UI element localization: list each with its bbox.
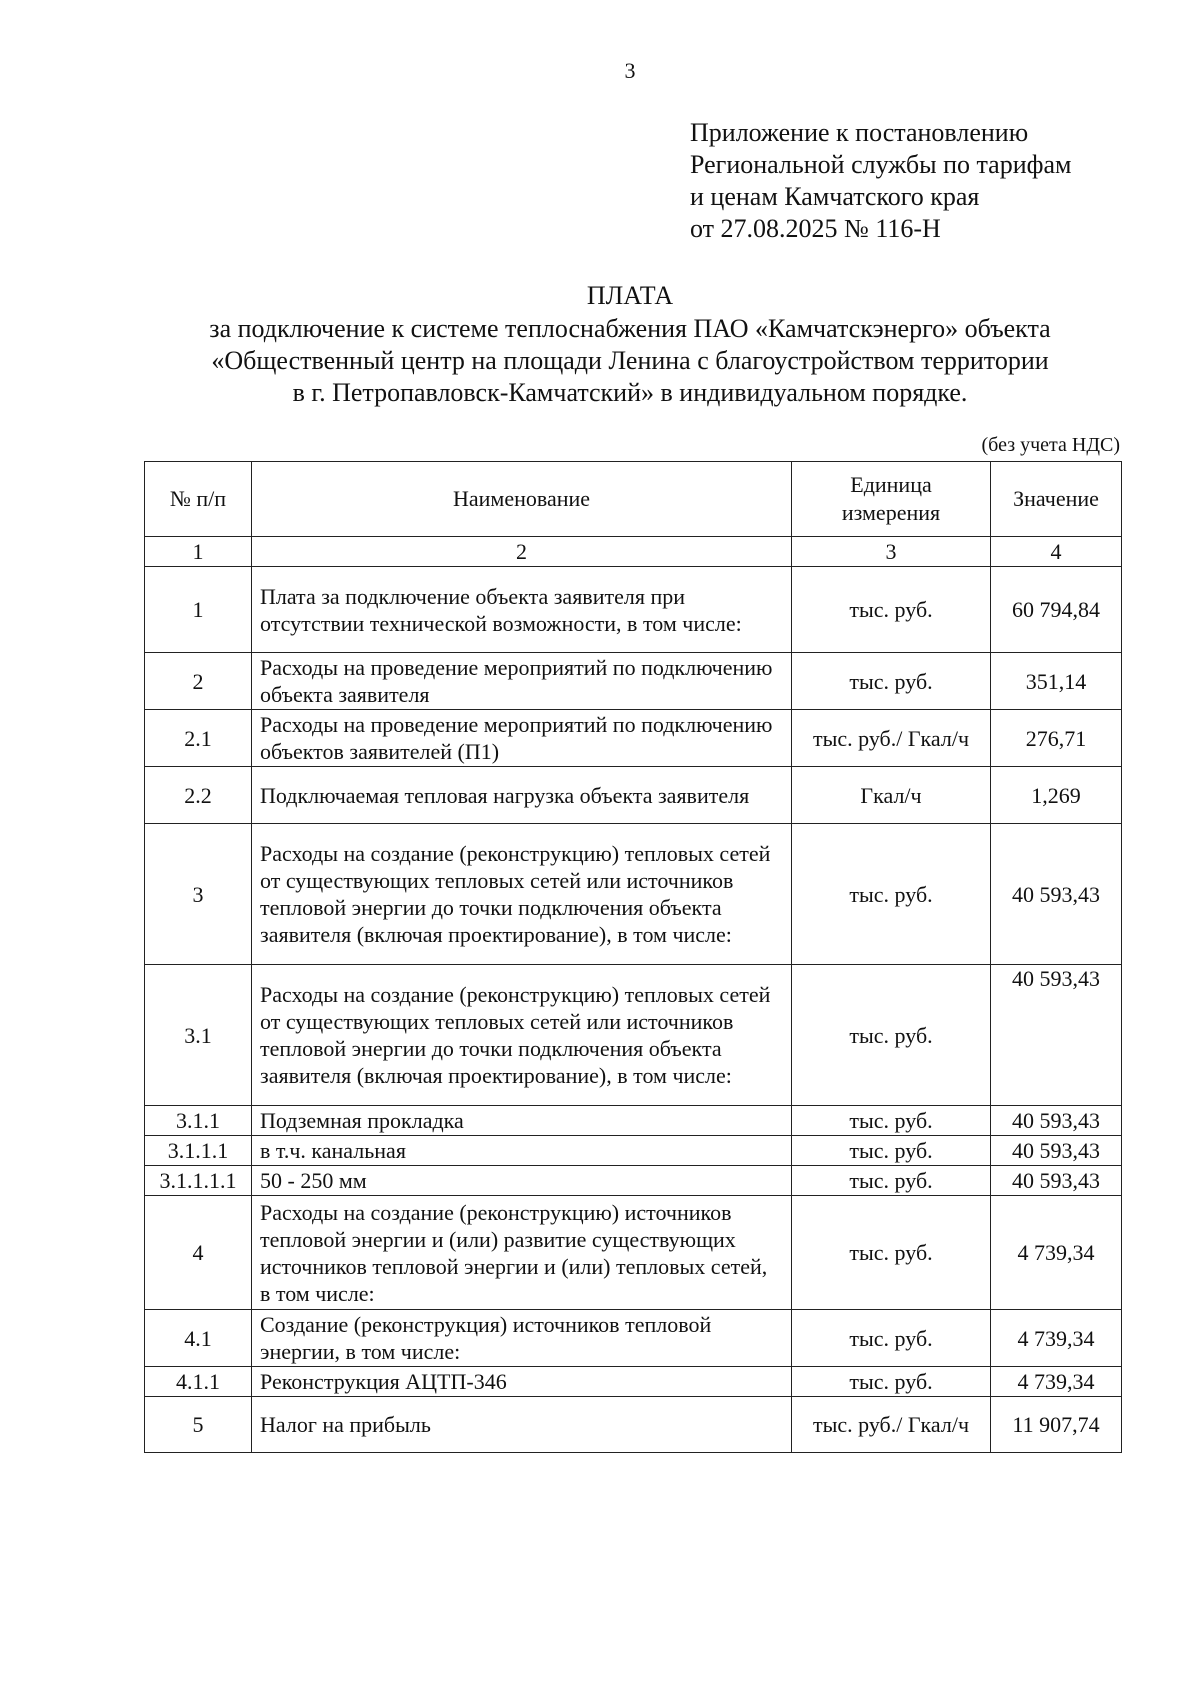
row-num: 3.1.1 <box>145 1106 252 1136</box>
row-value: 40 593,43 <box>991 824 1122 965</box>
row-value: 40 593,43 <box>991 1106 1122 1136</box>
row-unit: тыс. руб. <box>792 1196 991 1310</box>
column-index: 1 <box>145 537 252 567</box>
table-row <box>145 1310 1122 1367</box>
row-name: Подземная прокладка <box>252 1106 792 1136</box>
header-name: Наименование <box>252 462 792 537</box>
row-name: Расходы на проведение мероприятий по подключению объектов заявителей (П1) <box>252 710 792 767</box>
row-num: 2.1 <box>145 710 252 767</box>
row-value: 60 794,84 <box>991 567 1122 653</box>
row-num: 4.1.1 <box>145 1367 252 1397</box>
row-value: 4 739,34 <box>991 1367 1122 1397</box>
row-num: 3.1.1.1 <box>145 1136 252 1166</box>
row-num: 4.1 <box>145 1310 252 1367</box>
row-num: 5 <box>145 1397 252 1453</box>
table-row <box>145 767 1122 824</box>
table-row <box>145 1166 1122 1196</box>
row-name: 50 - 250 мм <box>252 1166 792 1196</box>
row-num: 3.1.1.1.1 <box>145 1166 252 1196</box>
page-number: 3 <box>624 58 636 83</box>
row-name: Налог на прибыль <box>252 1397 792 1453</box>
appendix-header <box>690 117 1071 245</box>
row-num: 3 <box>145 824 252 965</box>
row-unit: тыс. руб. <box>792 1166 991 1196</box>
row-value: 4 739,34 <box>991 1196 1122 1310</box>
row-unit: тыс. руб. <box>792 824 991 965</box>
table-row <box>145 824 1122 965</box>
table-row <box>145 567 1122 653</box>
row-unit: тыс. руб. <box>792 1310 991 1367</box>
table-row <box>145 1367 1122 1397</box>
row-num: 4 <box>145 1196 252 1310</box>
appendix-line: Приложение к постановлению <box>690 118 1029 147</box>
vat-note: (без учета НДС) <box>981 434 1120 456</box>
table-row <box>145 1196 1122 1310</box>
appendix-line: Региональной службы по тарифам <box>690 150 1072 179</box>
row-unit: тыс. руб. <box>792 653 991 710</box>
table-row <box>145 1106 1122 1136</box>
row-num: 2.2 <box>145 767 252 824</box>
row-name: в т.ч. канальная <box>252 1136 792 1166</box>
header-unit: Единица измерения <box>792 462 991 537</box>
row-num: 2 <box>145 653 252 710</box>
column-index: 3 <box>792 537 991 567</box>
subtitle-line: «Общественный центр на площади Ленина с благоустройством территории <box>211 346 1049 375</box>
row-unit: тыс. руб./ Гкал/ч <box>792 710 991 767</box>
row-unit: тыс. руб. <box>792 567 991 653</box>
fee-table <box>144 461 1122 1453</box>
row-value: 4 739,34 <box>991 1310 1122 1367</box>
row-name: Плата за подключение объекта заявителя при отсутствии технической возможности, в том числе: <box>252 567 792 653</box>
column-index: 2 <box>252 537 792 567</box>
row-unit: тыс. руб. <box>792 965 991 1106</box>
row-name: Расходы на создание (реконструкцию) источников тепловой энергии и (или) развитие существующих источников тепловой энергии и (или) тепловых сетей, в том числе: <box>252 1196 792 1310</box>
subtitle-line: за подключение к системе теплоснабжения ПАО «Камчатскэнерго» объекта <box>209 314 1051 343</box>
row-value: 1,269 <box>991 767 1122 824</box>
row-num: 1 <box>145 567 252 653</box>
column-index: 4 <box>991 537 1122 567</box>
column-index-row <box>145 537 1122 567</box>
row-unit: тыс. руб. <box>792 1367 991 1397</box>
row-unit: тыс. руб./ Гкал/ч <box>792 1397 991 1453</box>
appendix-line: от 27.08.2025 № 116-Н <box>690 214 941 243</box>
table-row <box>145 1136 1122 1166</box>
row-unit: тыс. руб. <box>792 1136 991 1166</box>
table-row <box>145 965 1122 1106</box>
row-value: 276,71 <box>991 710 1122 767</box>
table-row <box>145 710 1122 767</box>
header-value: Значение <box>991 462 1122 537</box>
header-num: № п/п <box>145 462 252 537</box>
row-name: Реконструкция АЦТП-346 <box>252 1367 792 1397</box>
document-subtitle <box>0 313 1200 409</box>
subtitle-line: в г. Петропавловск-Камчатский» в индивидуальном порядке. <box>292 378 968 407</box>
row-name: Расходы на создание (реконструкцию) тепловых сетей от существующих тепловых сетей или источников тепловой энергии до точки подключения объекта заявителя (включая проектирование), в том числе: <box>252 824 792 965</box>
table-row <box>145 653 1122 710</box>
row-name: Подключаемая тепловая нагрузка объекта заявителя <box>252 767 792 824</box>
row-value: 40 593,43 <box>991 1136 1122 1166</box>
row-value: 11 907,74 <box>991 1397 1122 1453</box>
document-title: ПЛАТА <box>586 281 674 310</box>
row-name: Создание (реконструкция) источников тепловой энергии, в том числе: <box>252 1310 792 1367</box>
row-value: 351,14 <box>991 653 1122 710</box>
row-value: 40 593,43 <box>991 1166 1122 1196</box>
row-name: Расходы на создание (реконструкцию) тепловых сетей от существующих тепловых сетей или источников тепловой энергии до точки подключения объекта заявителя (включая проектирование), в том числе: <box>252 965 792 1106</box>
row-num: 3.1 <box>145 965 252 1106</box>
row-unit: Гкал/ч <box>792 767 991 824</box>
row-value: 40 593,43 <box>991 965 1122 1106</box>
row-name: Расходы на проведение мероприятий по подключению объекта заявителя <box>252 653 792 710</box>
table-header-row <box>145 462 1122 537</box>
table-row <box>145 1397 1122 1453</box>
appendix-line: и ценам Камчатского края <box>690 182 980 211</box>
row-unit: тыс. руб. <box>792 1106 991 1136</box>
